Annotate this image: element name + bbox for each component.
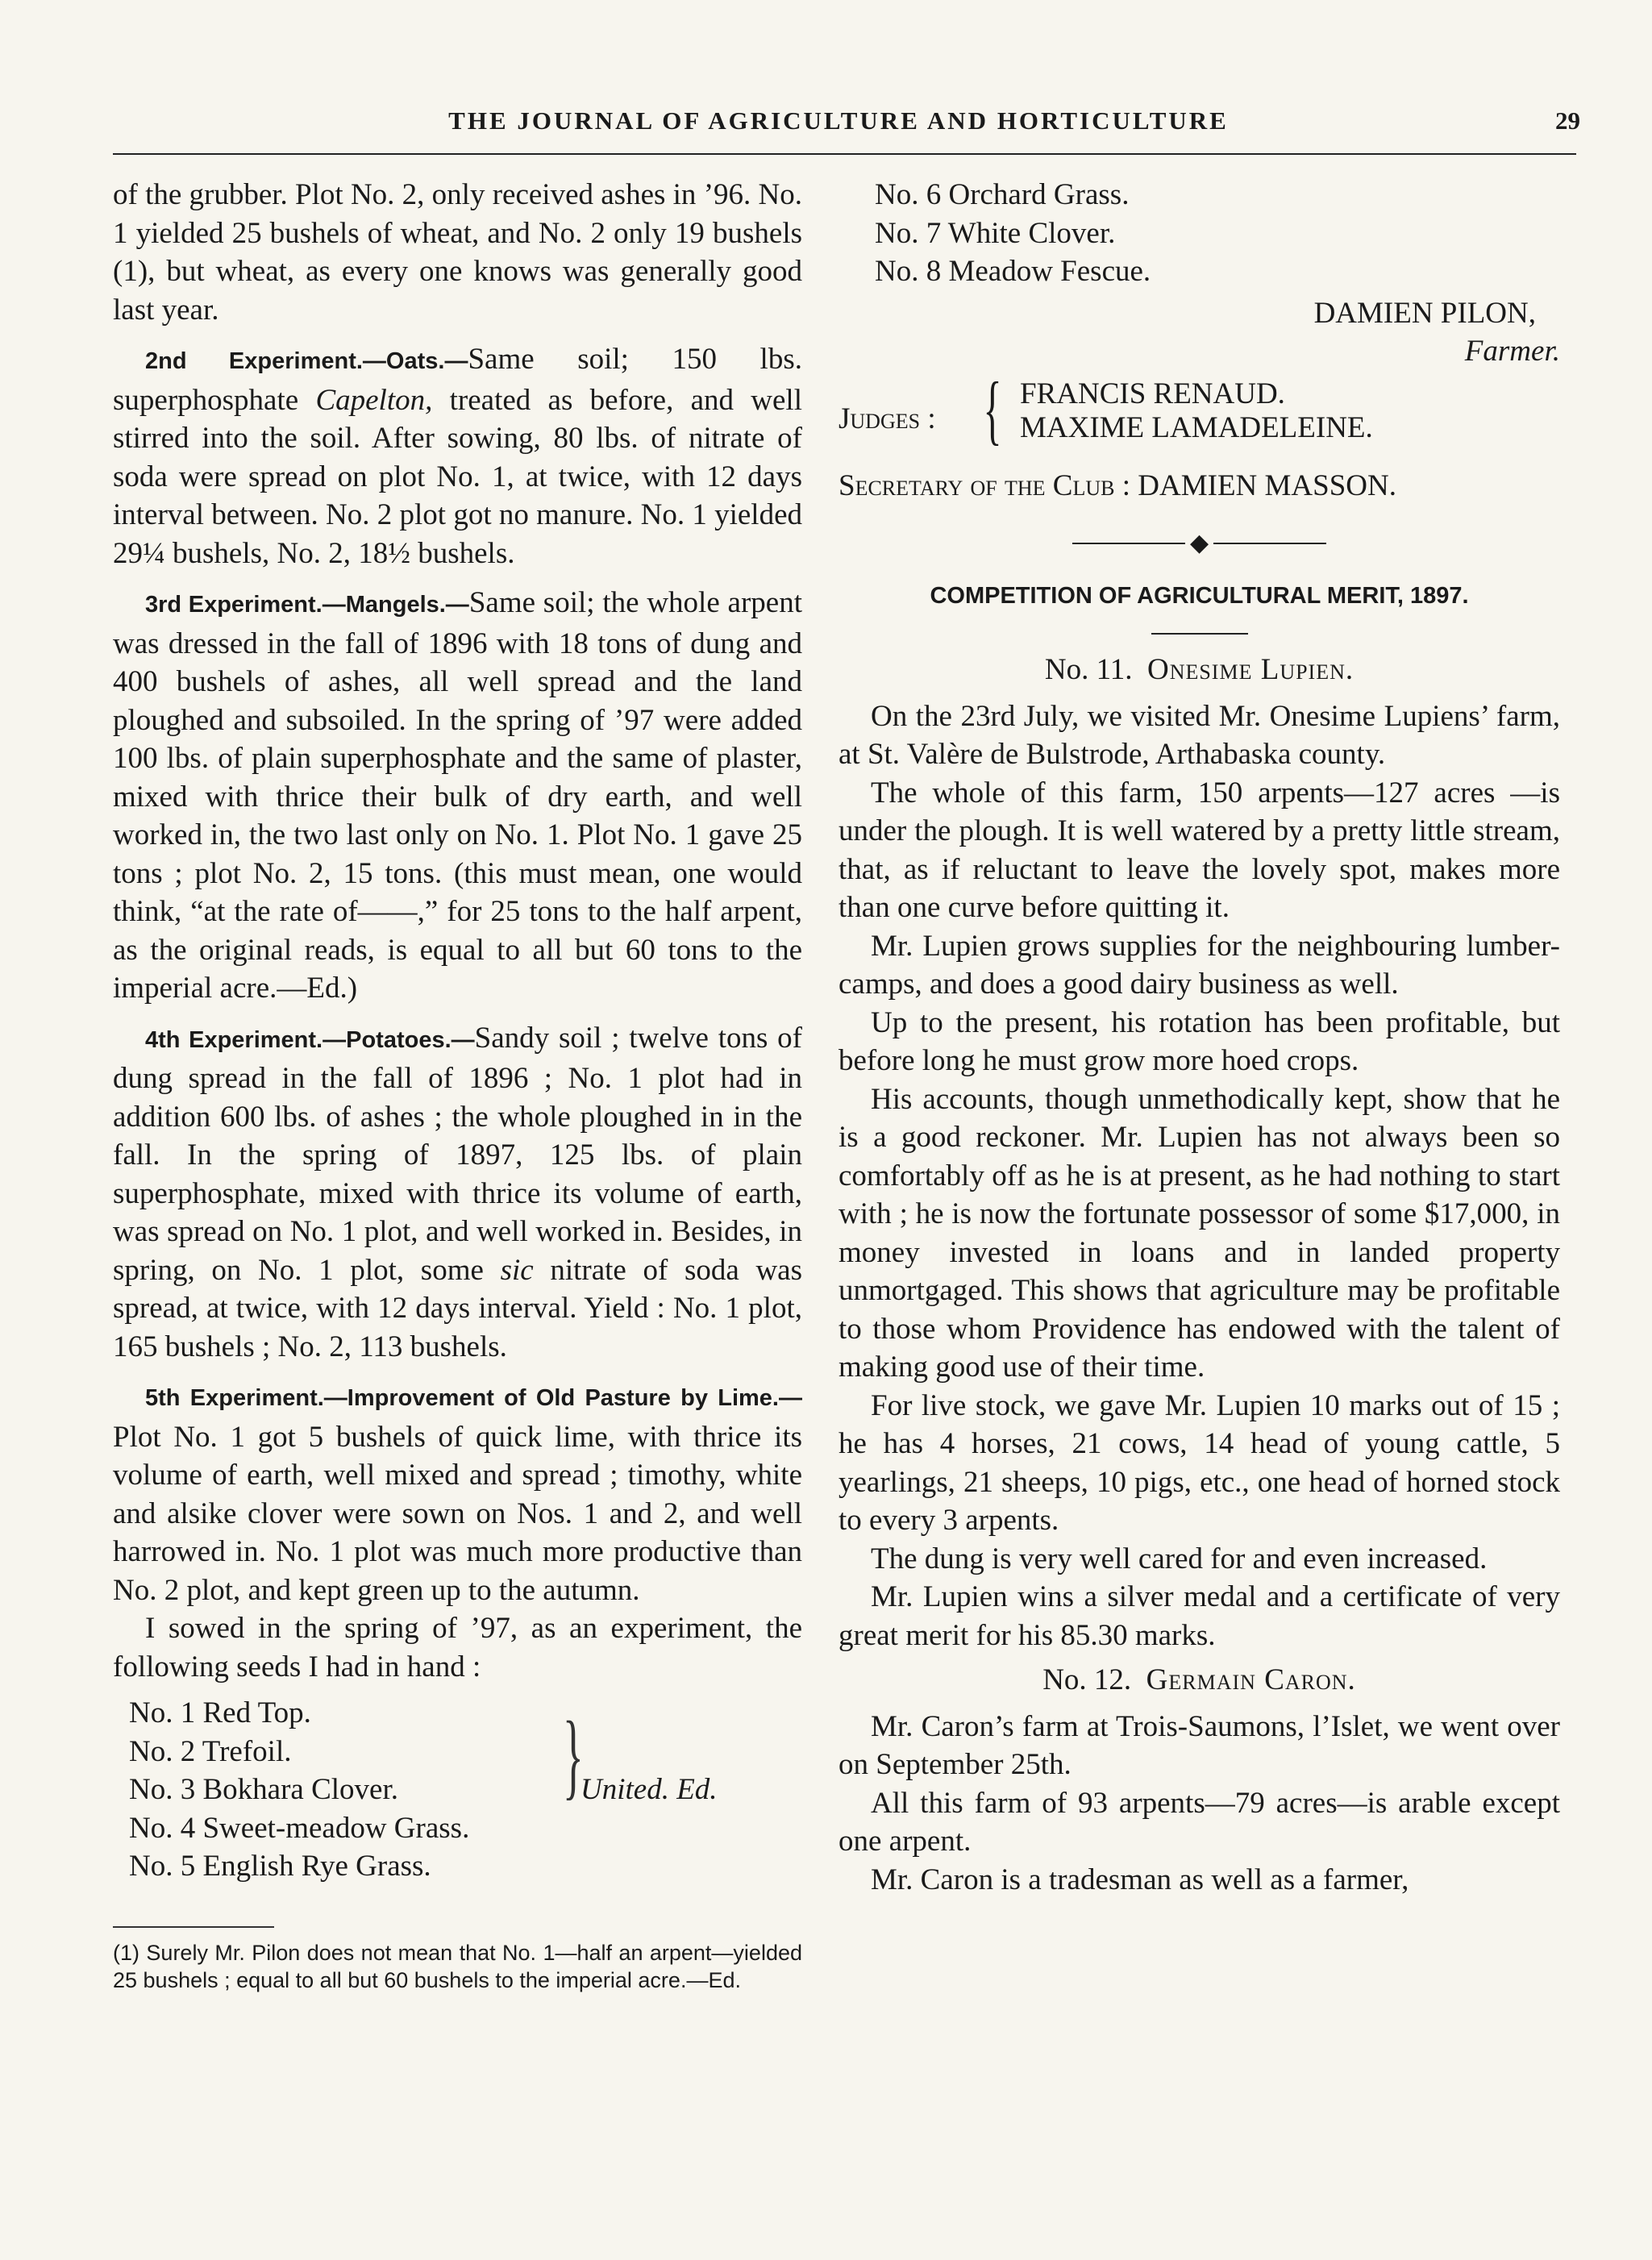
secretary-line (838, 467, 1560, 506)
experiment-3: 3rd Experiment.—Mangels.—Same soil; the whole arpent was dressed in the fall of 1896 with 18 tons of dung and 400 bushels of ashes, all well spread and the land ploughed and subsoiled. In the spring of ’97 were added 100 lbs. of plain superphosphate and the same of plaster, mixed with thrice their bulk of dry earth, and well worked in, the two last only on No. 1. Plot No. 1 gave 25 tons ; plot No. 2, 15 tons. (this must mean, one would think, “at the rate of——,” for 25 tons to the half arpent, as the original reads, is equal to all but 60 tons to the imperial acre.—Ed.) (113, 586, 802, 1005)
list-item: No. 3 Bokhara Clover. (129, 1773, 398, 1806)
paragraph: His accounts, though unmethodically kept, show that he is a good reckoner. Mr. Lupien has not always been so comfortably off as he is at present, as he had nothing to start with ; he is now the fortunate possessor of some $17,000, in money invested in loans and in landed property unmortgaged. This shows that agriculture may be profitable to those whom Providence has endowed with the talent of making good use of their time. (838, 1082, 1560, 1384)
experiment-2-heading: 2nd Experiment.—Oats.— (145, 348, 468, 374)
experiment-4: 4th Experiment.—Potatoes.—Sandy soil ; twelve tons of dung spread in the fall of 1896 ; No. 1 plot had in addition 600 lbs. of ashes ; the whole ploughed in in the fall. In the spring of 1897, 125 lbs. of plain superphosphate, mixed with thrice its volume of earth, was spread on No. 1 plot, and well worked in. Besides, in spring, on No. 1 plot, some sic nitrate of soda was spread, at twice, with 12 days interval. Yield : No. 1 plot, 165 bushels ; No. 2, 113 bushels. (113, 1021, 802, 1363)
brace-icon: } (562, 1701, 584, 1808)
paragraph: Up to the present, his rotation has been profitable, but before long he must grow more hoed crops. (838, 1005, 1560, 1078)
seed-list-left (129, 1694, 802, 1886)
judge-name: MAXIME LAMADELEINE. (1020, 410, 1373, 444)
list-item: No. 4 Sweet-meadow Grass. (129, 1811, 470, 1845)
paragraph: Mr. Caron’s farm at Trois-Saumons, l’Islet, we went over on September 25th. (838, 1709, 1560, 1782)
paragraph-continuation: of the grubber. Plot No. 2, only received ashes in ’96. No. 1 yielded 25 bushels of wheat, and No. 2 only 19 bushels (1), but wheat, as every one knows was generally good last year. (113, 178, 802, 327)
seed-list-right (838, 176, 1560, 291)
list-item: No. 5 English Rye Grass. (129, 1850, 431, 1883)
list-item: No. 8 Meadow Fescue. (875, 255, 1151, 288)
secretary-name: DAMIEN MASSON. (1138, 468, 1396, 502)
divider (1151, 633, 1248, 635)
judges-label: Judges : (838, 402, 936, 435)
journal-title: THE JOURNAL OF AGRICULTURE AND HORTICULTURE (448, 106, 1229, 135)
page-number: 29 (1555, 106, 1580, 135)
paragraph: Mr. Lupien grows supplies for the neighbouring lumber-camps, and does a good dairy business as well. (838, 929, 1560, 1001)
paragraph: The whole of this farm, 150 arpents—127 acres —is under the plough. It is well watered by a pretty little stream, that, as if reluctant to leave the lovely spot, makes more than one curve before quitting it. (838, 776, 1560, 925)
experiment-3-heading: 3rd Experiment.—Mangels.— (145, 592, 469, 618)
experiment-5-heading: 5th Experiment.—Improvement of Old Pasture by Lime.— (145, 1385, 802, 1411)
paragraph: For live stock, we gave Mr. Lupien 10 marks out of 15 ; he has 4 horses, 21 cows, 14 head of young cattle, 5 yearlings, 21 sheeps, 10 pigs, etc., one head of horned stock to every 3 arpents. (838, 1388, 1560, 1538)
paragraph: Mr. Lupien wins a silver medal and a certificate of very great merit for his 85.30 marks. (838, 1580, 1560, 1652)
footnote-rule (113, 1926, 274, 1928)
right-column (838, 176, 1560, 1899)
brace-note: United. Ed. (580, 1773, 718, 1806)
list-item: No. 6 Orchard Grass. (875, 178, 1130, 211)
seeds-intro: I sowed in the spring of ’97, as an experiment, the following seeds I had in hand : (113, 1612, 802, 1684)
ornament-divider: ◆ (838, 522, 1560, 563)
farm-12-heading: No. 12. Germain Caron. (1042, 1663, 1356, 1697)
farm-11-heading: No. 11. Onesime Lupien. (1044, 653, 1354, 687)
paragraph: All this farm of 93 arpents—79 acres—is arable except one arpent. (838, 1786, 1560, 1858)
judges-names (1020, 377, 1373, 445)
judges-block (838, 365, 1560, 462)
experiment-4-heading: 4th Experiment.—Potatoes.— (145, 1026, 475, 1053)
left-column (113, 176, 802, 1994)
secretary-label: Secretary of the Club : (838, 468, 1131, 502)
experiment-2: 2nd Experiment.—Oats.—Same soil; 150 lbs. superphosphate Capelton, treated as before, and well stirred into the soil. After sowing, 80 lbs. of nitrate of soda were spread on plot No. 1, at twice, with 12 days interval between. No. 2 plot got no manure. No. 1 yielded 29¼ bushels, No. 2, 18½ bushels. (113, 343, 802, 570)
section-heading: COMPETITION OF AGRICULTURAL MERIT, 1897. (930, 582, 1469, 609)
list-item: No. 7 White Clover. (875, 216, 1116, 250)
experiment-5: 5th Experiment.—Improvement of Old Pasture by Lime.—Plot No. 1 got 5 bushels of quick lime, with thrice its volume of earth, well mixed and spread ; timothy, white and alsike clover were sown on Nos. 1 and 2, and well harrowed in. No. 1 plot was much more productive than No. 2 plot, and kept green up to the autumn. (113, 1385, 802, 1607)
paragraph: The dung is very well cared for and even increased. (871, 1542, 1488, 1575)
paragraph: Mr. Caron is a tradesman as well as a farmer, (871, 1863, 1409, 1896)
list-item: No. 1 Red Top. (129, 1696, 311, 1729)
header-rule (113, 153, 1576, 155)
brace-icon: { (983, 365, 1002, 452)
paragraph: On the 23rd July, we visited Mr. Onesime Lupiens’ farm, at St. Valère de Bulstrode, Arthabaska county. (838, 699, 1560, 772)
running-header (113, 106, 1580, 147)
signer-role: Farmer. (1464, 335, 1560, 368)
list-item: No. 2 Trefoil. (129, 1734, 292, 1768)
judge-name: FRANCIS RENAUD. (1020, 377, 1285, 410)
footnote: (1) Surely Mr. Pilon does not mean that No. 1—half an arpent—yielded 25 bushels ; equal to all but 60 bushels to the imperial acre.—Ed. (113, 1940, 802, 1992)
signer-name: DAMIEN PILON, (1313, 296, 1536, 330)
